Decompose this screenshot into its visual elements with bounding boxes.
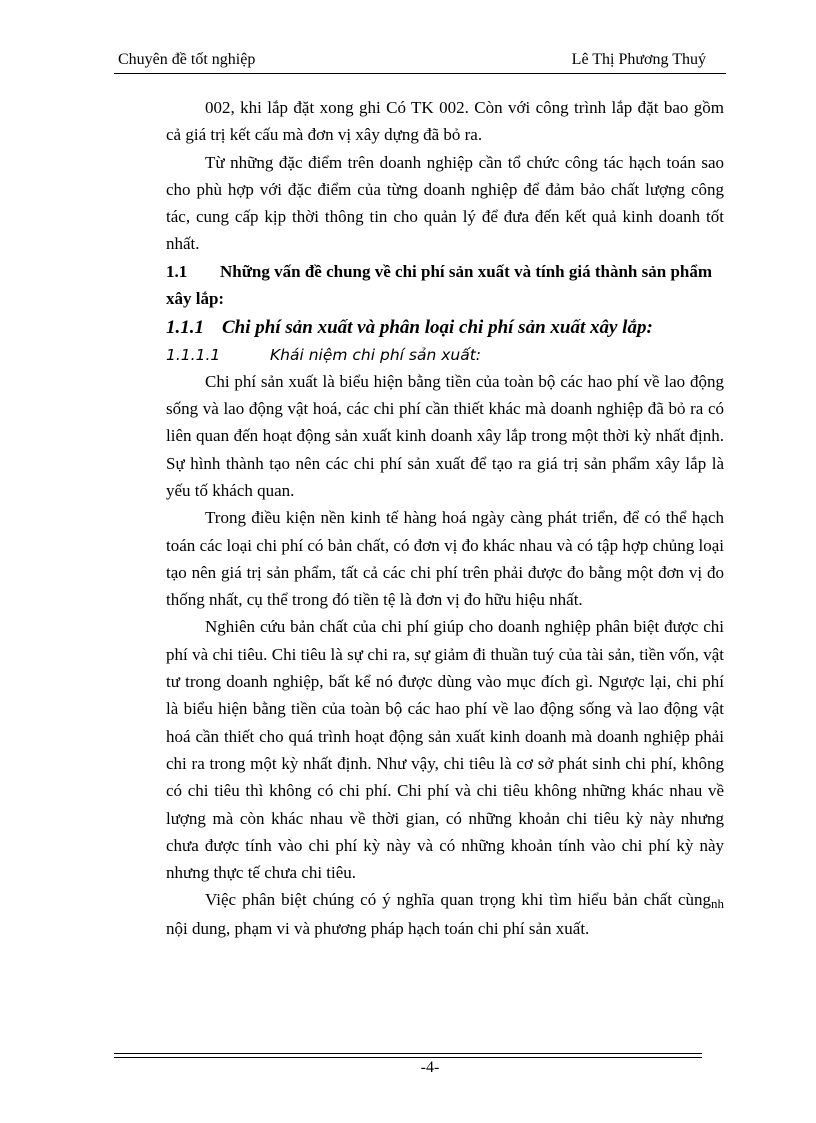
section-title: Khái niệm chi phí sản xuất: — [270, 345, 482, 364]
header-title: Chuyên đề tốt nghiệp — [118, 51, 256, 68]
page-number: -4- — [420, 1059, 440, 1076]
page-header — [114, 47, 726, 74]
section-heading-1-1-1 — [166, 314, 724, 342]
section-number: 1.1.1.1 — [166, 345, 221, 364]
section-heading-1-1 — [166, 258, 724, 312]
section-heading-1-1-1-1 — [166, 342, 724, 368]
section-title: Chi phí sản xuất và phân loại chi phí sản xuất xây lắp: — [222, 316, 653, 338]
section-number: 1.1 — [166, 261, 188, 281]
footer-rule — [114, 1057, 702, 1058]
section-number: 1.1.1 — [166, 316, 204, 338]
section-title: Những vấn đề chung về chi phí sản xuất và tính giá thành sản phẩm xây lắp: — [166, 261, 713, 308]
paragraph-last — [166, 886, 724, 942]
paragraph-text: Việc phân biệt chúng có ý nghĩa quan trọng khi tìm hiểu bản chất cùng — [205, 890, 711, 910]
paragraph: Trong điều kiện nền kinh tế hàng hoá ngày càng phát triển, để có thể hạch toán các loại chi phí có bản chất, có đơn vị đo khác nhau và có tập hợp chủng loại tạo nên giá trị sản phẩm, tất cả các chi phí trên phải được đo bằng một đơn vị đo thống nhất, cụ thể trong đó tiền tệ là đơn vị đo hữu hiệu nhất. — [166, 508, 724, 610]
paragraph-text: nội dung, phạm vi và phương pháp hạch toán chi phí sản xuất. — [166, 918, 590, 938]
paragraph: Nghiên cứu bản chất của chi phí giúp cho doanh nghiệp phân biệt được chi phí và chi tiêu. Chi tiêu là sự chi ra, sự giảm đi thuần tuý của tài sản, tiền vốn, vật tư trong doanh nghiệp, bất kể nó được dùng vào mục đích gì. Ngược lại, chi phí là biểu hiện bằng tiền của toàn bộ các hao phí về lao động sống và lao động vật hoá cần thiết cho quá trình hoạt động sản xuất kinh doanh mà doanh nghiệp phải chi ra trong một kỳ nhất định. Như vậy, chi tiêu là cơ sở phát sinh chi phí, không có chi tiêu thì không có chi phí. Chi phí và chi tiêu không những khác nhau về lượng mà còn khác nhau về thời gian, có những khoản chi tiêu kỳ này nhưng chưa được tính vào chi phí kỳ này và có những khoản tính vào chi phí kỳ này nhưng thực tế chưa chi tiêu. — [166, 617, 724, 883]
header-author: Lê Thị Phương Thuý — [571, 51, 706, 68]
footer-rule — [114, 1053, 702, 1054]
document-body — [166, 94, 724, 942]
paragraph-continuation: 002, khi lắp đặt xong ghi Có TK 002. Còn với công trình lắp đặt bao gồm cả giá trị kết cấu mà đơn vị xây dựng đã bỏ ra. — [166, 98, 724, 145]
paragraph: Chi phí sản xuất là biểu hiện bằng tiền của toàn bộ các hao phí về lao động sống và lao động vật hoá, các chi phí cần thiết khác mà doanh nghiệp đã bỏ ra có liên quan đến hoạt động sản xuất kinh doanh xây lắp trong một thời kỳ nhất định. Sự hình thành tạo nên các chi phí sản xuất để tạo ra giá trị sản phẩm xây lắp là yếu tố khách quan. — [166, 371, 724, 500]
stray-fragment: nh — [711, 896, 724, 912]
paragraph: Từ những đặc điểm trên doanh nghiệp cần tổ chức công tác hạch toán sao cho phù hợp với đặc điểm của từng doanh nghiệp để đảm bảo chất lượng công tác, cung cấp kịp thời thông tin cho quản lý để đưa đến kết quả kinh doanh tốt nhất. — [166, 152, 724, 254]
